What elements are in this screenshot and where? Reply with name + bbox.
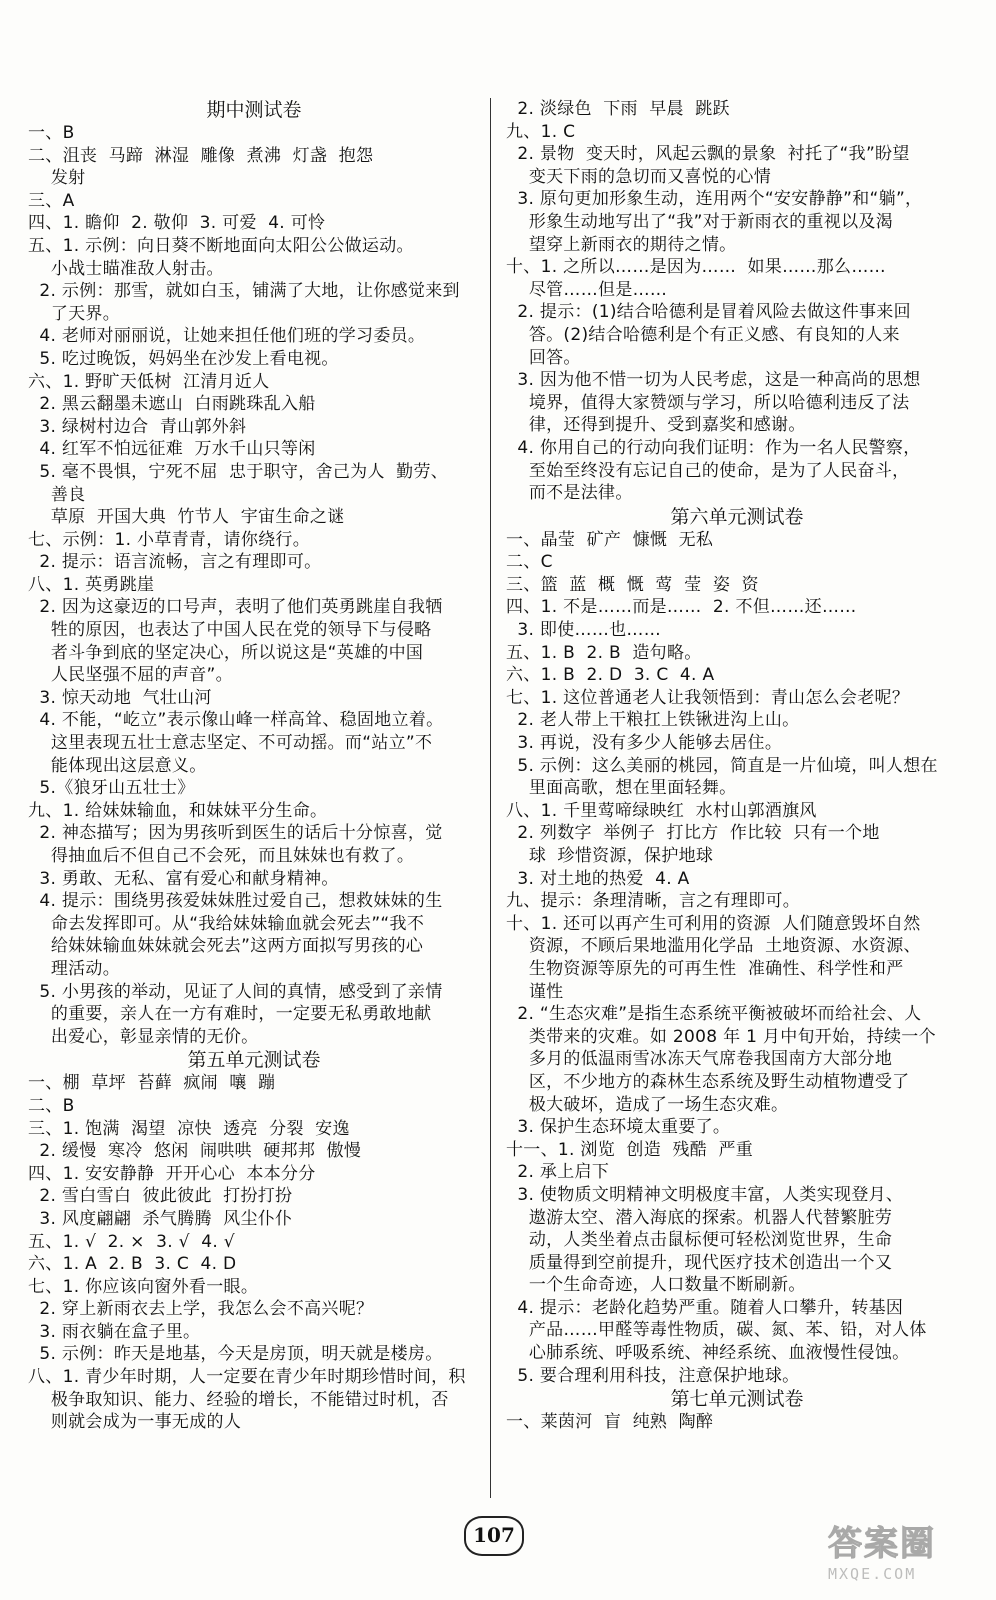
- answer-line: 4. 红军不怕远征难 万水千山只等闲: [28, 439, 316, 460]
- answer-line: 而不是法律。: [506, 483, 633, 504]
- answer-line: 极大破坏，造成了一场生态灾难。: [506, 1094, 789, 1115]
- answer-line: 3. 因为他不惜一切为人民考虑，这是一种高尚的思想: [506, 370, 921, 391]
- answer-line: 5. 吃过晚饭，妈妈坐在沙发上看电视。: [28, 348, 339, 369]
- answer-line: 能体现出这层意义。: [28, 755, 207, 776]
- answer-line: 4. 不能，“屹立”表示像山峰一样高耸、稳固地立着。: [28, 710, 444, 731]
- answer-line: 了天界。: [28, 303, 121, 324]
- answer-line: 2. 神态描写；因为男孩听到医生的话后十分惊喜，觉: [28, 823, 443, 844]
- answer-line: 产品……甲醛等毒性物质，碳、氮、苯、铅，对人体: [506, 1320, 927, 1341]
- answer-line: 牲的原因，也表达了中国人民在党的领导下与侵略: [28, 620, 432, 641]
- answer-line: 3. 即使……也……: [506, 620, 662, 641]
- answer-line: 5. 要合理利用科技，注意保护地球。: [506, 1365, 800, 1386]
- answer-line: 五、1. B 2. B 造句略。: [506, 642, 702, 663]
- answer-line: 一、棚 草坪 苔藓 疯闹 嚷 蹦: [28, 1073, 276, 1094]
- answer-line: 2. 景物 变天时，风起云飘的景象 衬托了“我”盼望: [506, 144, 910, 165]
- section-title: 第七单元测试卷: [670, 1388, 804, 1411]
- answer-line: 遨游太空、潜入海底的探索。机器人代替繁脏劳: [506, 1207, 893, 1228]
- answer-line: 六、1. A 2. B 3. C 4. D: [28, 1254, 237, 1275]
- section-title: 第六单元测试卷: [670, 505, 804, 528]
- answer-line: 动，人类坐着点击鼠标便可轻松浏览世界，生命: [506, 1230, 893, 1251]
- answer-line: 六、1. 野旷天低树 江清月近人: [28, 371, 270, 392]
- answer-line: 3. 勇敢、无私、富有爱心和献身精神。: [28, 868, 339, 889]
- answer-line: 5. 示例：昨天是地基，今天是房顶，明天就是楼房。: [28, 1344, 443, 1365]
- answer-line: 生物资源等原先的可再生性 准确性、科学性和严: [506, 958, 904, 979]
- watermark-logo: [828, 1516, 978, 1586]
- answer-line: 资源，不顾后果地滥用化学品 土地资源、水资源、: [506, 936, 921, 957]
- answer-line: 多月的低温雨雪冰冻天气席卷我国南方大部分地: [506, 1049, 893, 1070]
- answer-line: 2. 缓慢 寒冷 悠闲 闹哄哄 硬邦邦 傲慢: [28, 1141, 362, 1162]
- answer-line: 5. 小男孩的举动，见证了人间的真情，感受到了亲情: [28, 981, 443, 1002]
- answer-line: 3. 使物质文明精神文明极度丰富，人类实现登月、: [506, 1184, 904, 1205]
- answer-line: 五、1. √ 2. × 3. √ 4. √: [28, 1231, 235, 1252]
- left-column: [28, 98, 480, 1434]
- answer-line: 二、B: [28, 1095, 75, 1116]
- answer-line: 2. 老人带上干粮扛上铁锹进沟上山。: [506, 710, 800, 731]
- answer-line: 七、示例：1. 小草青青，请你绕行。: [28, 529, 311, 550]
- right-column: [506, 98, 968, 1434]
- answer-line: 九、1. C: [506, 121, 576, 142]
- answer-line: 六、1. B 2. D 3. C 4. A: [506, 665, 715, 686]
- section-title: 第五单元测试卷: [187, 1049, 321, 1072]
- answer-line: 七、1. 你应该向窗外看一眼。: [28, 1276, 259, 1297]
- answer-line: 5. 毫不畏惧，宁死不屈 忠于职守，舍己为人 勤劳、: [28, 461, 449, 482]
- answer-line: 一、B: [28, 123, 75, 143]
- answer-line: 至始至终没有忘记自己的使命，是为了人民奋斗，: [506, 460, 910, 481]
- answer-line: 形象生动地写出了“我”对于新雨衣的重视以及渴: [506, 211, 894, 232]
- answer-line: 望穿上新雨衣的期待之情。: [506, 234, 737, 255]
- answer-line: 人民坚强不屈的声音”。: [28, 665, 233, 686]
- answer-line: 4. 提示：围绕男孩爱妹妹胜过爱自己，想救妹妹的生: [28, 891, 443, 912]
- answer-line: 则就会成为一事无成的人: [28, 1412, 242, 1433]
- answer-line: 3. 雨衣躺在盒子里。: [28, 1321, 201, 1342]
- answer-line: 极争取知识、能力、经验的增长，不能错过时机，否: [28, 1389, 449, 1410]
- answer-line: 律，还得到提升、受到嘉奖和感谢。: [506, 415, 806, 436]
- answer-line: 3. 保护生态环境太重要了。: [506, 1117, 731, 1138]
- answer-line: 给妹妹输血妹妹就会死去”这两方面拟写男孩的心: [28, 936, 424, 957]
- answer-line: 2. 雪白雪白 彼此彼此 打扮打扮: [28, 1186, 293, 1207]
- answer-line: 善良: [28, 484, 86, 505]
- answer-line: 这里表现五壮士意志坚定、不可动摇。而“站立”不: [28, 733, 433, 754]
- answer-line: 类带来的灾难。如 2008 年 1 月中旬开始，持续一个: [506, 1026, 936, 1047]
- answer-line: 答。(2)结合哈德利是个有正义感、有良知的人来: [506, 324, 900, 345]
- answer-line: 2. 因为这豪迈的口号声，表明了他们英勇跳崖自我牺: [28, 597, 443, 618]
- answer-line: 三、1. 饱满 渴望 凉快 透亮 分裂 安逸: [28, 1118, 350, 1139]
- answer-line: 四、1. 不是……而是…… 2. 不但……还……: [506, 597, 857, 618]
- page-number: 107: [464, 1516, 524, 1556]
- answer-line: 2. “生态灾难”是指生态系统平衡被破坏而给社会、人: [506, 1004, 922, 1025]
- answer-line: 一个生命奇迹，人口数量不断刷新。: [506, 1275, 806, 1296]
- answer-line: 球 珍惜资源，保护地球: [506, 846, 714, 866]
- answer-line: 5.《狼牙山五壮士》: [28, 778, 195, 799]
- answer-line: 二、C: [506, 552, 553, 573]
- answer-line: 2. 提示：(1)结合哈德利是冒着风险去做这件事来回: [506, 302, 911, 323]
- answer-line: 2. 承上启下: [506, 1162, 610, 1183]
- answer-line: 草原 开国大典 竹节人 宇宙生命之谜: [28, 507, 345, 528]
- answer-line: 者斗争到底的坚定决心，所以说这是“英雄的中国: [28, 642, 424, 663]
- answer-line: 谨性: [506, 981, 564, 1002]
- answer-line: 尽管……但是……: [506, 279, 668, 300]
- watermark-url: MXQE.COM: [828, 1565, 917, 1583]
- answer-line: 九、1. 给妹妹输血，和妹妹平分生命。: [28, 800, 328, 821]
- answer-line: 3. 对土地的热爱 4. A: [506, 868, 690, 889]
- watermark-main: 答案圈: [828, 1524, 936, 1564]
- answer-line: 三、A: [28, 190, 75, 211]
- answer-line: 八、1. 千里莺啼绿映红 水村山郭酒旗风: [506, 800, 817, 821]
- answer-line: 五、1. 示例：向日葵不断地面向太阳公公做运动。: [28, 235, 414, 256]
- answer-line: 八、1. 青少年时期，人一定要在青少年时期珍惜时间，积: [28, 1367, 466, 1388]
- answer-line: 3. 再说，没有多少人能够去居住。: [506, 733, 783, 754]
- answer-line: 理活动。: [28, 958, 121, 979]
- answer-line: 变天下雨的急切而又喜悦的心情: [506, 166, 772, 187]
- answer-line: 质量得到空前提升，现代医疗技术创造出一个又: [506, 1252, 893, 1273]
- answer-line: 出爱心，彰显亲情的无价。: [28, 1026, 259, 1047]
- answer-line: 得抽血后不但自己不会死，而且妹妹也有救了。: [28, 846, 415, 866]
- answer-line: 心肺系统、呼吸系统、神经系统、血液慢性侵蚀。: [506, 1343, 910, 1364]
- section-title: 期中测试卷: [206, 99, 302, 121]
- answer-line: 2. 列数字 举例子 打比方 作比较 只有一个地: [506, 823, 880, 844]
- answer-line: 二、沮丧 马蹄 淋湿 雕像 煮沸 灯盏 抱怨: [28, 145, 374, 166]
- answer-line: 5. 示例：这么美丽的桃园，简直是一片仙境，叫人想在: [506, 755, 938, 776]
- answer-line: 3. 原句更加形象生动，连用两个“安安静静”和“躺”，: [506, 189, 923, 210]
- answer-line: 十、1. 之所以……是因为…… 如果……那么……: [506, 257, 886, 278]
- answer-line: 2. 示例：那雪，就如白玉，铺满了大地，让你感觉来到: [28, 281, 460, 302]
- answer-line: 三、篮 蓝 概 慨 莺 莹 姿 资: [506, 574, 759, 595]
- answer-line: 十一、1. 浏览 创造 残酷 严重: [506, 1139, 754, 1160]
- answer-line: 3. 绿树村边合 青山郭外斜: [28, 416, 247, 437]
- answer-line: 回答。: [506, 347, 581, 368]
- answer-line: 发射: [28, 168, 86, 189]
- answer-line: 八、1. 英勇跳崖: [28, 574, 155, 595]
- answer-line: 命去发挥即可。从“我给妹妹输血就会死去”“我不: [28, 913, 425, 934]
- answer-line: 区，不少地方的森林生态系统及野生动植物遭受了: [506, 1071, 910, 1092]
- answer-line: 里面高歌，想在里面轻舞。: [506, 778, 737, 799]
- answer-line: 的重要，亲人在一方有难时，一定要无私勇敢地献: [28, 1004, 432, 1025]
- column-divider: [490, 98, 491, 1498]
- answer-line: 4. 老师对丽丽说，让她来担任他们班的学习委员。: [28, 326, 426, 347]
- answer-line: 3. 风度翩翩 杀气腾腾 风尘仆仆: [28, 1208, 293, 1229]
- answer-line: 2. 黑云翻墨未遮山 白雨跳珠乱入船: [28, 394, 316, 415]
- answer-line: 小战士瞄准敌人射击。: [28, 258, 224, 279]
- answer-line: 一、莱茵河 盲 纯熟 陶醉: [506, 1412, 714, 1433]
- answer-line: 2. 提示：语言流畅，言之有理即可。: [28, 552, 322, 573]
- answer-line: 2. 淡绿色 下雨 早晨 跳跃: [506, 99, 730, 119]
- answer-line: 境界，值得大家赞颂与学习，所以哈德利违反了法: [506, 392, 910, 413]
- answer-line: 四、1. 安安静静 开开心心 本本分分: [28, 1163, 316, 1184]
- answer-line: 四、1. 瞻仰 2. 敬仰 3. 可爱 4. 可怜: [28, 213, 326, 234]
- answer-line: 一、晶莹 矿产 慷慨 无私: [506, 529, 714, 550]
- answer-line: 4. 你用自己的行动向我们证明：作为一名人民警察，: [506, 437, 921, 458]
- answer-line: 十、1. 还可以再产生可利用的资源 人们随意毁坏自然: [506, 913, 921, 934]
- answer-line: 七、1. 这位普通老人让我领悟到：青山怎么会老呢？: [506, 687, 910, 708]
- answer-line: 3. 惊天动地 气壮山河: [28, 687, 212, 708]
- answer-line: 九、提示：条理清晰，言之有理即可。: [506, 891, 801, 912]
- answer-line: 2. 穿上新雨衣去上学，我怎么会不高兴呢？: [28, 1299, 374, 1320]
- answer-line: 4. 提示：老龄化趋势严重。随着人口攀升，转基因: [506, 1297, 904, 1318]
